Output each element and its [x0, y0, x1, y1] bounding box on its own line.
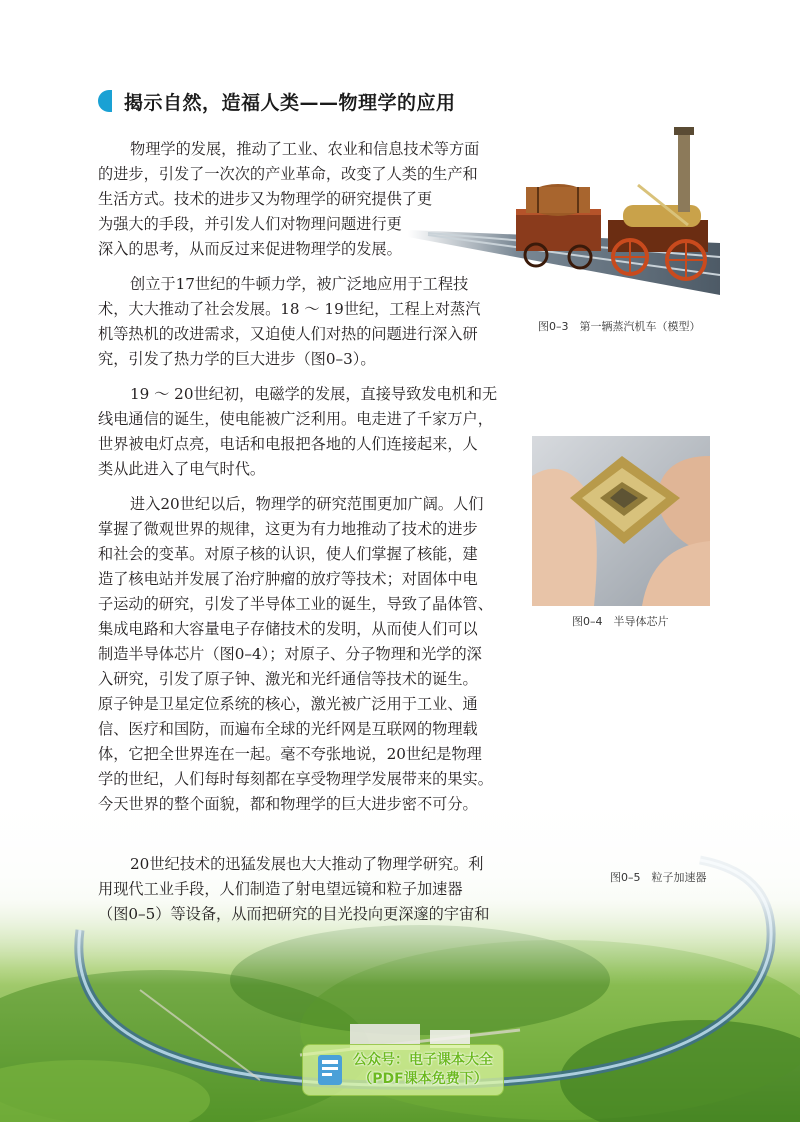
section-title: 揭示自然，造福人类——物理学的应用 — [124, 91, 456, 114]
text-line: 深入的思考，从而反过来促进物理学的发展。 — [98, 240, 402, 258]
text-line: 世界被电灯点亮，电话和电报把各地的人们连接起来，人 — [98, 435, 478, 453]
text-line: 19 ～ 20世纪初，电磁学的发展，直接导致发电机和无 — [130, 385, 498, 403]
text-line: 20世纪技术的迅猛发展也大大推动了物理学研究。利 — [130, 855, 484, 873]
text-line: 今天世界的整个面貌，都和物理学的巨大进步密不可分。 — [98, 795, 478, 813]
text-line: 究，引发了热力学的巨大进步（图0–3）。 — [98, 350, 376, 368]
watermark-line-2: （PDF课本免费下） — [358, 1071, 488, 1087]
text-line: （图0–5）等设备，从而把研究的目光投向更深邃的宇宙和 — [98, 905, 490, 923]
text-line: 生活方式。技术的进步又为物理学的研究提供了更 — [98, 190, 433, 208]
watermark-text — [353, 1051, 493, 1089]
text-line: 入研究，引发了原子钟、激光和光纤通信等技术的诞生。 — [98, 670, 478, 688]
text-line: 和社会的变革。对原子核的认识，使人们掌握了核能，建 — [98, 545, 478, 563]
paragraph-4 — [98, 492, 493, 817]
book-logo-icon — [315, 1053, 345, 1087]
figure-caption-accelerator: 图0–5 粒子加速器 — [610, 871, 707, 884]
text-line: 用现代工业手段，人们制造了射电望远镜和粒子加速器 — [98, 880, 463, 898]
text-line: 线电通信的诞生，使电能被广泛利用。电走进了千家万户， — [98, 410, 493, 428]
locomotive-image — [408, 125, 720, 295]
text-line: 术，大大推动了社会发展。18 ～ 19世纪，工程上对蒸汽 — [98, 300, 481, 318]
text-line: 集成电路和大容量电子存储技术的发明，从而使人们可以 — [98, 620, 478, 638]
text-line: 子运动的研究，引发了半导体工业的诞生，导致了晶体管、 — [98, 595, 493, 613]
text-line: 物理学的发展，推动了工业、农业和信息技术等方面 — [130, 140, 480, 158]
text-line: 原子钟是卫星定位系统的核心，激光被广泛用于工业、通 — [98, 695, 478, 713]
text-line: 的进步，引发了一次次的产业革命，改变了人类的生产和 — [98, 165, 478, 183]
text-line: 制造半导体芯片（图0–4）；对原子、分子物理和光学的深 — [98, 645, 482, 663]
text-line: 信、医疗和国防，而遍布全球的光纤网是互联网的物理载 — [98, 720, 478, 738]
text-line: 类从此进入了电气时代。 — [98, 460, 266, 478]
text-line: 造了核电站并发展了治疗肿瘤的放疗等技术；对固体中电 — [98, 570, 478, 588]
watermark-badge — [302, 1044, 504, 1096]
figure-caption-chip: 图0–4 半导体芯片 — [572, 615, 669, 628]
paragraph-5 — [98, 852, 489, 927]
text-line: 掌握了微观世界的规律，这更为有力地推动了技术的进步 — [98, 520, 478, 538]
text-line: 创立于17世纪的牛顿力学，被广泛地应用于工程技 — [130, 275, 469, 293]
text-line: 为强大的手段，并引发人们对物理问题进行更 — [98, 215, 402, 233]
text-line: 进入20世纪以后，物理学的研究范围更加广阔。人们 — [130, 495, 484, 513]
figure-caption-locomotive: 图0–3 第一辆蒸汽机车（模型） — [538, 320, 701, 333]
text-line: 学的世纪，人们每时每刻都在享受物理学发展带来的果实。 — [98, 770, 493, 788]
watermark-line-1: 公众号：电子课本大全 — [353, 1052, 493, 1068]
paragraph-3 — [98, 382, 497, 482]
section-heading — [98, 88, 456, 114]
locomotive-figure — [408, 125, 720, 295]
text-line: 体，它把全世界连在一起。毫不夸张地说，20世纪是物理 — [98, 745, 482, 763]
text-line: 机等热机的改进需求，又迫使人们对热的问题进行深入研 — [98, 325, 478, 343]
chip-figure — [532, 436, 710, 606]
section-marker-icon — [98, 90, 112, 112]
chip-image — [532, 436, 710, 606]
